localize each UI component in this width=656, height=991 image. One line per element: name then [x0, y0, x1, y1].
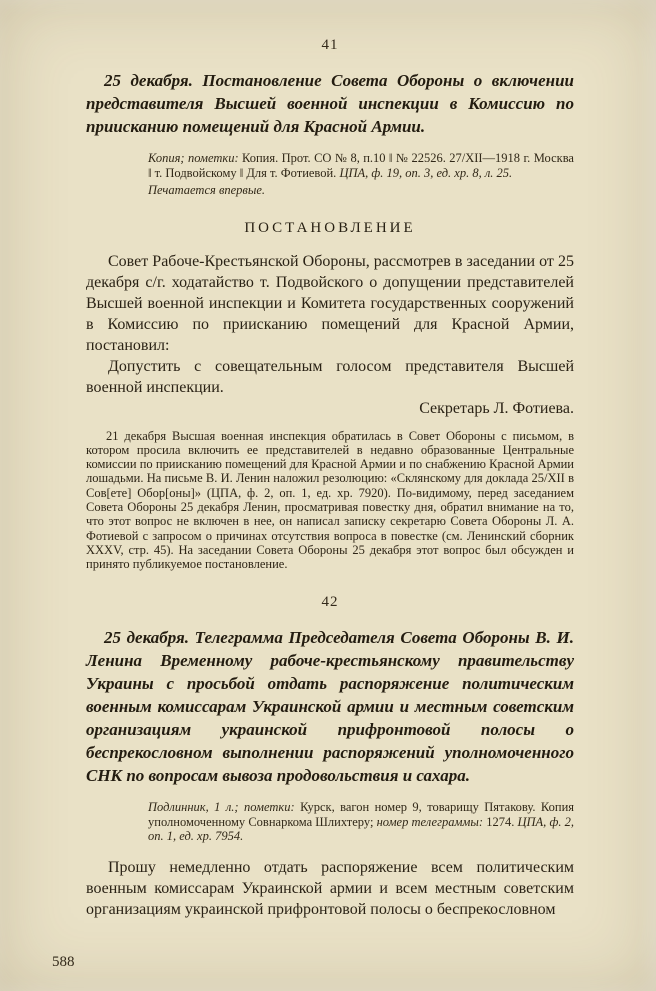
- source-note-archive: ЦПА, ф. 19, оп. 3, ед. хр. 8, л. 25.: [339, 165, 513, 180]
- document-41-paragraph-1: Совет Рабоче-Крестьянской Обороны, рассмотрев в заседании от 25 декабря с/г. ходатайство т. Подвойского о допущении представителей Высшей военной инспекции и Комитета государственных сооружений в Комиссию по приисканию помещений для Красной Армии, постановил:: [86, 252, 574, 354]
- document-41-editorial-footnote: 21 декабря Высшая военная инспекция обратилась в Совет Обороны с письмом, в котором просила включить ее представителей в недавно образованные Центральные комиссии по приисканию помещений для Красной Армии и по снабжению Красной Армии лошадьми. На письме В. И. Ленин наложил резолюцию: «Склянскому для доклада 25/XII в Сов[ете] Обор[оны]» (ЦПА, ф. 2, оп. 1, ед. хр. 7920). По-видимому, перед заседанием Совета Обороны 25 декабря Ленин, просматривая повестку дня, обратил внимание на то, что этот вопрос не включен в нее, он написал записку секретарю Совета Обороны Л. А. Фотиевой с запросом о причинах отсутствия вопроса в повестке (см. Ленинский сборник XXXV, стр. 45). На заседании Совета Обороны 25 декабря этот вопрос был обсужден и принято публикуемое постановление.: [86, 428, 574, 572]
- document-42-paragraph-1: Прошу немедленно отдать распоряжение всем политическим военным комиссарам Украинской армии и всем местным советским организациям украинской прифронтовой полосы о беспрекословном: [86, 858, 574, 918]
- document-42: [86, 593, 574, 920]
- document-41-title: ПОСТАНОВЛЕНИЕ: [244, 219, 416, 236]
- document-41-number: 41: [321, 37, 339, 53]
- document-41-paragraph-2: Допустить с совещательным голосом представителя Высшей военной инспекции.: [86, 357, 574, 396]
- document-42-heading: 25 декабря. Телеграмма Председателя Совета Обороны В. И. Ленина Временному рабоче-крестьянскому правительству Украины с просьбой отдать распоряжение политическим военным комиссарам Украинской армии и местным советским организациям украинской прифронтовой полосы о беспрекословном выполнении распоряжений уполномоченного СНК по вопросам вывоза продовольствия и сахара.: [86, 628, 574, 786]
- source-note-label-2: номер телеграммы:: [376, 814, 484, 829]
- document-41-source-note: [148, 151, 574, 180]
- source-note-body-2: 1274.: [486, 814, 515, 829]
- document-41-signature: Секретарь Л. Фотиева.: [419, 399, 574, 417]
- source-note-label: Копия; пометки:: [148, 151, 239, 165]
- source-note-body: Копия. Прот. СО № 8, п.10 ‖ № 22526. 27/XII—1918 г. Москва ‖ т. Подвойскому ‖ Для т. Фотиевой.: [148, 151, 574, 180]
- document-41: [86, 36, 574, 571]
- source-note-body: Курск, вагон номер 9, товарищу Пятакову. Копия уполномоченному Совнаркома Шлихтеру;: [148, 800, 575, 829]
- document-41-heading: 25 декабря. Постановление Совета Обороны о включении представителя Высшей военной инспекции в Комиссию по приисканию помещений для Красной Армии.: [86, 71, 574, 136]
- source-note-archive: ЦПА, ф. 2, оп. 1, ед. хр. 7954.: [148, 814, 574, 844]
- document-42-number: 42: [321, 594, 339, 611]
- source-note-label: Подлинник, 1 л.; пометки:: [148, 800, 295, 815]
- document-42-source-note: [148, 800, 574, 844]
- page-number: 588: [52, 954, 75, 970]
- document-41-published-note: Печатается впервые.: [148, 183, 265, 197]
